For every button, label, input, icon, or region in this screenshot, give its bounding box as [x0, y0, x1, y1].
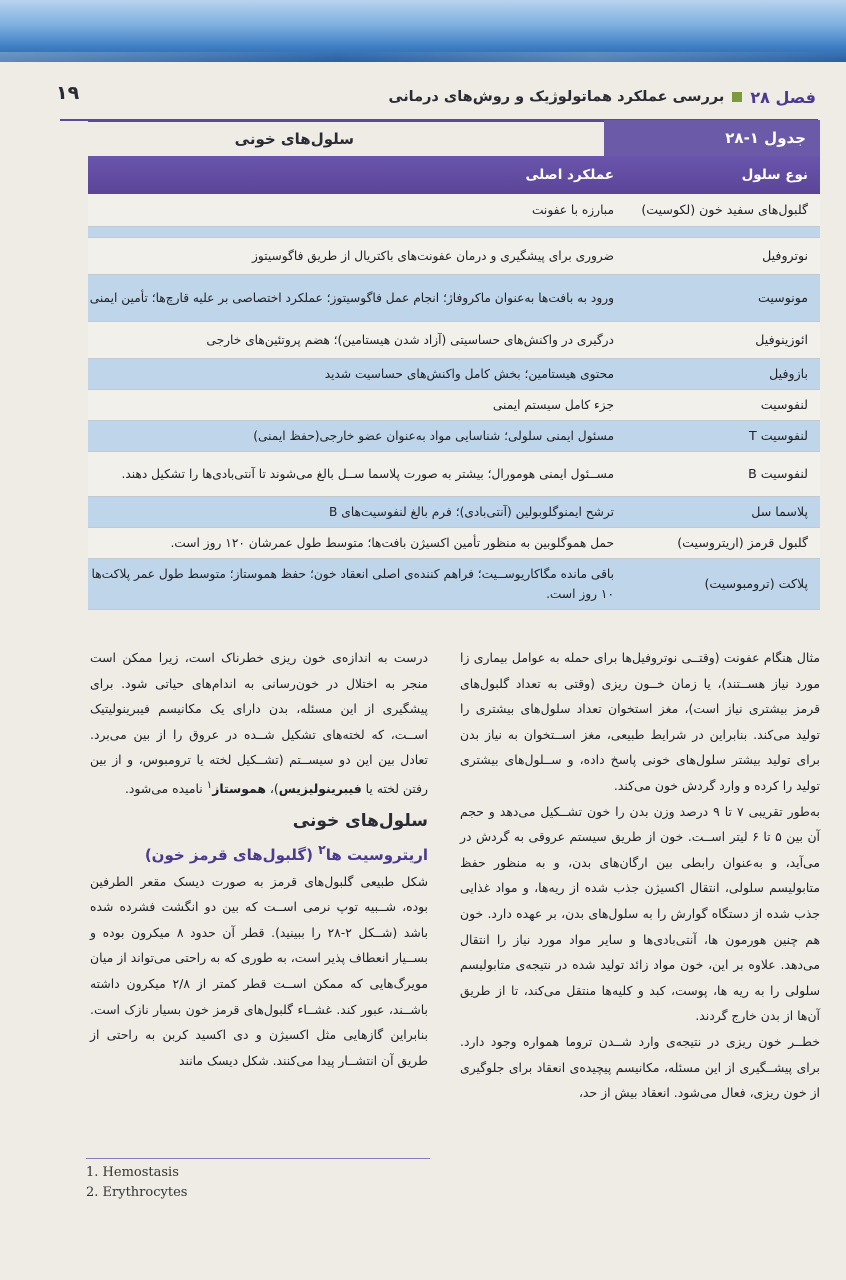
table-cell-type: لنفوسیت: [760, 397, 808, 412]
table-body: [88, 194, 820, 610]
table-cell-function: مسئول ایمنی سلولی؛ شناسایی مواد به‌عنوان عضو خارجی(حفظ ایمنی): [253, 429, 614, 443]
running-header: [56, 80, 816, 114]
table-row: [88, 275, 820, 322]
table-cell-function: ورود به بافت‌ها به‌عنوان ماکروفاژ؛ انجام عمل فاگوسیتوز؛ عملکرد اختصاصی بر علیه قارچ‌ها؛ تأمین ایمنی: [89, 291, 614, 305]
table-cell-function: محتوی هیستامین؛ بخش کامل واکنش‌های حساسیت شدید: [324, 367, 614, 381]
table-row: [88, 528, 820, 559]
bold-term: فیبرینولیزیس: [278, 781, 362, 797]
paragraph: خطــر خون ریزی در نتیجه‌ی وارد شــدن تروما همواره وجود دارد. برای پیشــگیری از این مسئله، مکانیسم پیچیده‌ی انعقاد برای جلوگیری از خون ریزی، فعال می‌شود. انعقاد بیش از حد،: [460, 1033, 820, 1101]
table-cell-type: لنفوسیت T: [749, 428, 808, 443]
table-row: [88, 390, 820, 421]
chapter-title: بررسی عملکرد هماتولوژیک و روش‌های درمانی: [388, 89, 725, 105]
right-column: [460, 645, 820, 1106]
chapter-label: فصل ۲۸: [750, 87, 816, 107]
page-number: ۱۹: [56, 82, 80, 104]
paragraph: مثال هنگام عفونت (وقتــی نوتروفیل‌ها برای حمله به عوامل بیماری زا مورد نیاز هســتند)، یا زمان خــون ریزی (وقتی به تعداد گلبول‌های قرمز بیشتری نیاز است)، مغز استخوان تعداد سلول‌های بیشتری را تولید می‌کند. بنابراین در شرایط طبیعی، مغز اســتخوان به نیاز بدن برای تولید بیشتر سلول‌های خونی پاسخ داده، و ســلول‌های بیشتری تولید را کرده و وارد گردش خون می‌کند.: [460, 650, 820, 793]
table-cell-function: درگیری در واکنش‌های حساسیتی (آزاد شدن هیستامین)؛ هضم پروتئین‌های خارجی: [206, 333, 614, 347]
text-run: (گلبول‌های قرمز خون): [144, 845, 319, 864]
table-header: [88, 156, 820, 194]
table-cell-type: گلبول قرمز (اریتروسیت): [677, 535, 808, 550]
table-row: [88, 322, 820, 359]
table-row: [88, 497, 820, 528]
table-cell-type: پلاسما سل: [751, 504, 808, 519]
paragraph: به‌طور تقریبی ۷ تا ۹ درصد وزن بدن را خون تشــکیل می‌دهد و حجم آن بین ۵ تا ۶ لیتر اســت. خون از طریق سیستم عروقی به گردش در می‌آید، و به‌عنوان رابطی بین ارگان‌های بدن، و به منظور حفظ متابولیسم سلولی، انتقال اکسیژن جذب شده از ریه‌ها، و مواد غذایی جذب شده از دستگاه گوارش را به سلول‌های بدن، بر عهده دارد. خون هم چنین هورمون ها، آنتی‌بادی‌ها و سایر مواد مورد نیاز را انتقال می‌دهد. علاوه بر این، خون مواد زائد تولید شده در نتیجه‌ی متابولیسم سلولی را به ریه ها، پوست، کبد و کلیه‌ها منتقل می‌کند، تا از طریق آن‌ها از بدن خارج گردند.: [460, 803, 820, 1024]
text-run: اریتروسیت ها: [325, 845, 428, 864]
table-title-bar: [88, 120, 820, 156]
section-heading: سلول‌های خونی: [292, 810, 428, 831]
table-cell-function: جزء کامل سیستم ایمنی: [492, 398, 614, 412]
subsection-heading: [90, 836, 428, 869]
table-row: [88, 238, 820, 275]
footnote: 1. Hemostasis: [86, 1165, 179, 1180]
table-cell-type: گلبول‌های سفید خون (لکوسیت): [641, 202, 808, 217]
column-header-function: عملکرد اصلی: [525, 167, 614, 183]
text-run: درست به اندازه‌ی خون ریزی خطرناک است، زیرا ممکن است منجر به اختلال در خون‌رسانی به اندام‌های حیاتی شود. برای پیشگیری از این مسئله، بدن دارای یک مکانیسم فیبرینولیتیک اســت، که لخته‌های تشکیل شــده در عروق را از بین می‌برد. تعادل بین این دو سیســتم (تشــکیل لخته یا ترومبوس، و از بین رفتن لخته یا: [90, 650, 428, 797]
table-row: [88, 227, 820, 238]
bold-term: هموستاز: [212, 781, 266, 797]
table-row: [88, 452, 820, 497]
table-cell-function: ترشح ایمنوگلوبولین (آنتی‌بادی)؛ فرم بالغ لنفوسیت‌های B: [329, 505, 614, 519]
table-cell-type: پلاکت (ترومبوسیت): [704, 576, 808, 591]
column-header-cell-type: نوع سلول: [741, 167, 808, 183]
top-decorative-band: [0, 0, 846, 62]
table-cell-type: بازوفیل: [769, 366, 808, 381]
text-run: نامیده می‌شود.: [124, 781, 207, 797]
table-row: [88, 359, 820, 390]
table-row: [88, 559, 820, 610]
table-cell-function: مســئول ایمنی هومورال؛ بیشتر به صورت پلاسما ســل بالغ می‌شوند تا آنتی‌بادی‌ها را تشکیل دهند.: [121, 467, 614, 481]
footnote-rule: [86, 1158, 430, 1159]
table-cell-type: نوتروفیل: [762, 248, 808, 263]
table-cell-type: ائوزینوفیل: [755, 332, 808, 347]
table-cell-function: حمل هموگلوبین به منظور تأمین اکسیژن بافت‌ها؛ متوسط طول عمرشان ۱۲۰ روز است.: [170, 536, 614, 550]
footnote-marker: ۱: [206, 778, 213, 791]
table-cell-type: مونوسیت: [758, 290, 808, 305]
table-cell-type: لنفوسیت B: [748, 466, 808, 481]
left-column: [90, 645, 428, 1073]
table-cell-function: [88, 227, 636, 237]
table-cell-function: مبارزه با عفونت: [531, 203, 614, 217]
table-cell-type: [636, 227, 820, 237]
blood-cells-table: [88, 120, 820, 610]
footnote-marker: ۲: [318, 841, 326, 857]
footnote: 2. Erythrocytes: [86, 1185, 188, 1200]
table-row: [88, 421, 820, 452]
paragraph: شکل طبیعی گلبول‌های قرمز به صورت دیسک مقعر الطرفین بوده، شــبیه توپ نرمی اســت که بین دو انگشت فشرده شده باشد (شــکل ۲-۲۸ را ببینید). قطر آن حدود ۸ میکرون بوده و بســیار انعطاف پذیر است، به طوری که به راحتی می‌تواند از میان مویرگ‌هایی که ممکن اســت قطر کمتر از ۲/۸ میکرون داشته باشــند، عبور کند. غشــاء گلبول‌های قرمز خون بسیار نازک است. بنابراین گازهایی مثل اکسیژن و دی اکسید کربن به راحتی از طریق آن انتشــار پیدا می‌کنند. شکل دیسک مانند: [90, 873, 428, 1068]
footnotes: [86, 1158, 430, 1203]
text-run: )،: [265, 781, 279, 797]
table-label: جدول ۱-۲۸: [604, 120, 820, 156]
table-cell-function: ضروری برای پیشگیری و درمان عفونت‌های باکتریال از طریق فاگوسیتوز: [252, 249, 614, 263]
table-row: [88, 194, 820, 227]
square-bullet-icon: [732, 92, 742, 102]
paragraph: [90, 645, 428, 802]
table-cell-function: باقی مانده مگاکاریوســیت؛ فراهم کننده‌ی اصلی انعقاد خون؛ حفظ هموستاز؛ متوسط طول عمر پلاکت‌ها ۱۰ روز است.: [91, 567, 614, 601]
table-caption: سلول‌های خونی: [88, 120, 604, 156]
